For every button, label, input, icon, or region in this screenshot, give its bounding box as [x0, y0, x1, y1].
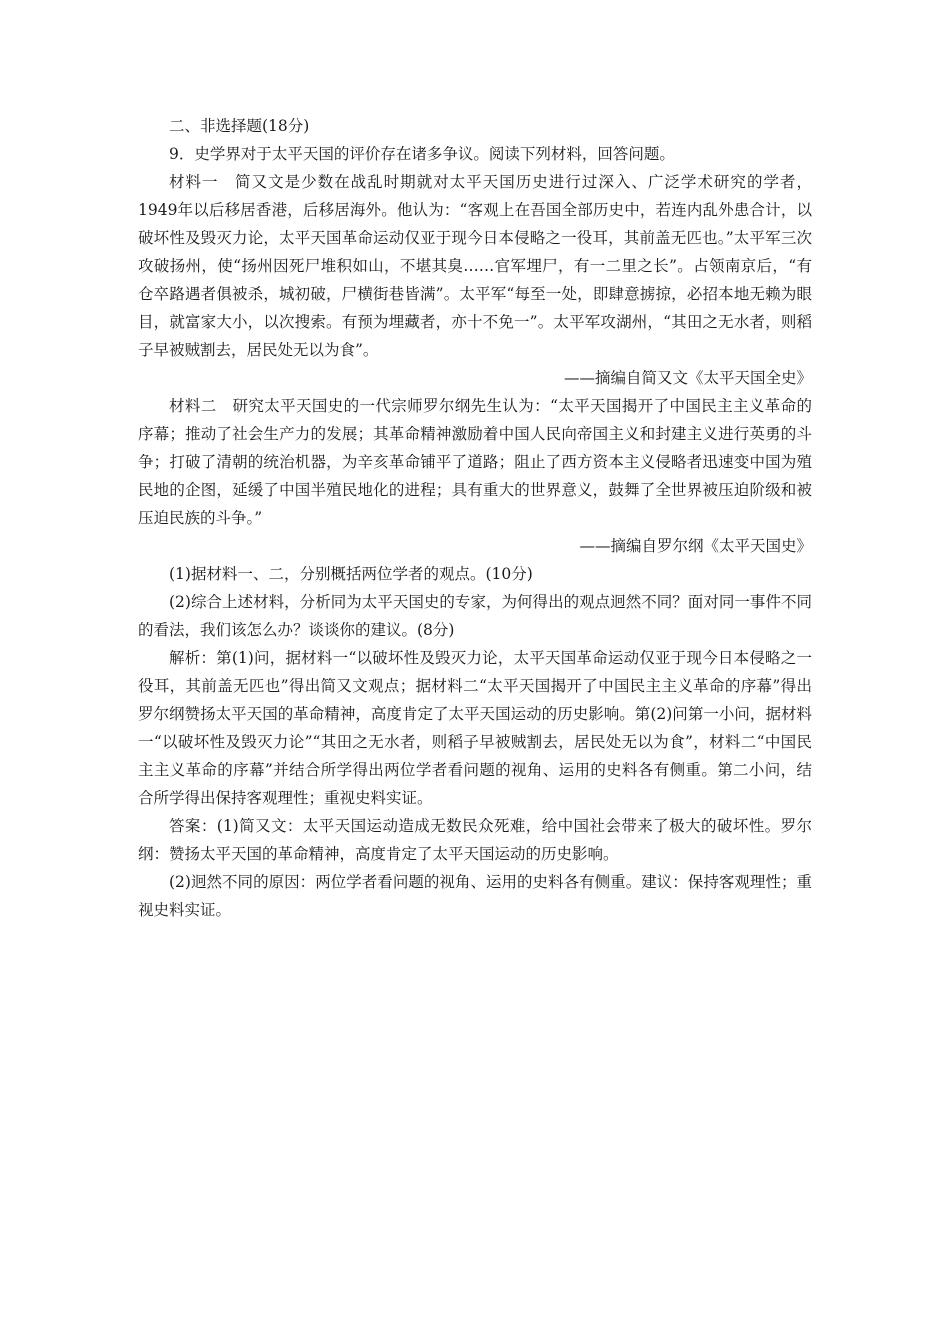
- material-one-source: ——摘编自简又文《太平天国全史》: [563, 369, 812, 387]
- section-heading: 二、非选择题(18分): [169, 117, 310, 135]
- material-two-source: ——摘编自罗尔纲《太平天国史》: [579, 537, 812, 555]
- document-page: [138, 112, 812, 924]
- material-two-text: 材料二 研究太平天国史的一代宗师罗尔纲先生认为：“太平天国揭开了中国民主主义革命的序幕；推动了社会生产力的发展；其革命精神激励着中国人民向帝国主义和封建主义进行英勇的斗争；打破了清朝的统治机器，为辛亥革命铺平了道路；阻止了西方资本主义侵略者迅速变中国为殖民地的企图，延缓了中国半殖民地化的进程；具有重大的世界意义，鼓舞了全世界被压迫阶级和被压迫民族的斗争。”: [138, 397, 812, 527]
- answer-part-2: (2)迥然不同的原因：两位学者看问题的视角、运用的史料各有侧重。建议：保持客观理性；重视史料实证。: [138, 873, 812, 919]
- analysis-text: 解析：第(1)问，据材料一“以破坏性及毁灭力论，太平天国革命运动仅亚于现今日本侵略之一役耳，其前盖无匹也”得出简又文观点；据材料二“太平天国揭开了中国民主主义革命的序幕”得出罗尔纲赞扬太平天国的革命精神，高度肯定了太平天国运动的历史影响。第(2)问第一小问，据材料一“以破坏性及毁灭力论”“其田之无水者，则稻子早被贼割去，居民处无以为食”，材料二“中国民主主义革命的序幕”并结合所学得出两位学者看问题的视角、运用的史料各有侧重。第二小问，结合所学得出保持客观理性；重视史料实证。: [138, 649, 812, 807]
- answer-part-1: 答案：(1)简又文：太平天国运动造成无数民众死难，给中国社会带来了极大的破坏性。罗尔纲：赞扬太平天国的革命精神，高度肯定了太平天国运动的历史影响。: [138, 817, 812, 863]
- sub-question-2: (2)综合上述材料，分析同为太平天国史的专家，为何得出的观点迥然不同？面对同一事件不同的看法，我们该怎么办？谈谈你的建议。(8分): [138, 593, 812, 639]
- material-one-text: 材料一 简又文是少数在战乱时期就对太平天国历史进行过深入、广泛学术研究的学者，1949年以后移居香港，后移居海外。他认为：“客观上在吾国全部历史中，若连内乱外患合计，以破坏性及毁灭力论，太平天国革命运动仅亚于现今日本侵略之一役耳，其前盖无匹也。”太平军三次攻破扬州，使“扬州因死尸堆积如山，不堪其臭……官军埋尸，有一二里之长”。占领南京后，“有仓卒路遇者俱被杀，城初破，尸横街巷皆满”。太平军“每至一处，即肆意掳掠，必招本地无赖为眼目，就富家大小，以次搜索。有预为埋藏者，亦十不免一”。太平军攻湖州，“其田之无水者，则稻子早被贼割去，居民处无以为食”。: [138, 173, 812, 359]
- sub-question-1: (1)据材料一、二，分别概括两位学者的观点。(10分): [169, 565, 533, 583]
- question-stem: 9．史学界对于太平天国的评价存在诸多争议。阅读下列材料，回答问题。: [169, 145, 675, 163]
